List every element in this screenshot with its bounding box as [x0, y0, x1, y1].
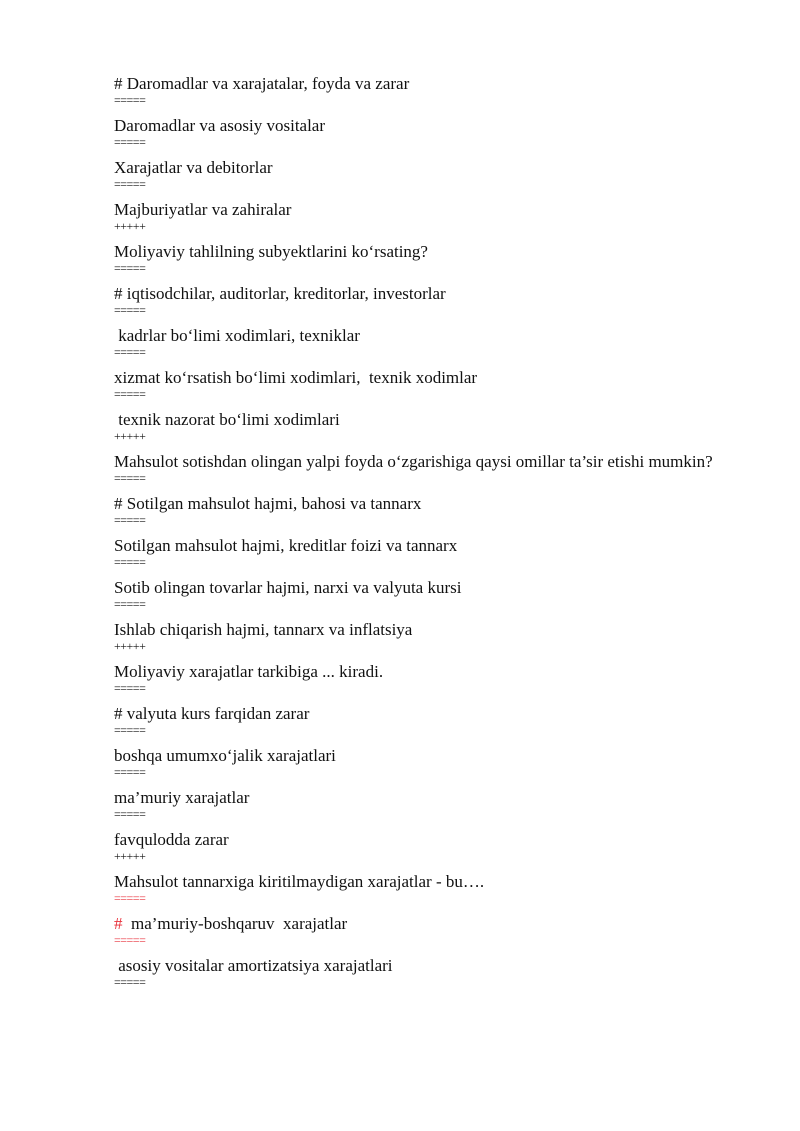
question-text: Moliyaviy xarajatlar tarkibiga ... kiradi.: [114, 662, 384, 681]
answer-option-correct: # iqtisodchilar, auditorlar, kreditorlar, investorlar: [114, 284, 446, 303]
answer-option: kadrlar boʻlimi xodimlari, texniklar: [114, 326, 360, 345]
question-text: Mahsulot sotishdan olingan yalpi foyda oʻzgarishiga qaysi omillar ta’sir etishi mumkin?: [114, 452, 713, 471]
option-separator: =====: [114, 555, 146, 569]
option-separator: =====: [114, 681, 146, 695]
option-separator: =====: [114, 303, 146, 317]
question-separator: +++++: [114, 219, 146, 233]
option-separator: =====: [114, 597, 146, 611]
option-separator: =====: [114, 93, 146, 107]
document-page: [114, 74, 714, 998]
answer-option: asosiy vositalar amortizatsiya xarajatlari: [114, 956, 393, 975]
answer-option: Sotib olingan tovarlar hajmi, narxi va valyuta kursi: [114, 578, 462, 597]
option-separator: =====: [114, 765, 146, 779]
option-separator-red: =====: [114, 933, 146, 947]
question-separator: +++++: [114, 849, 146, 863]
option-separator: =====: [114, 975, 146, 989]
answer-option-correct: # Daromadlar va xarajatalar, foyda va zarar: [114, 74, 410, 93]
option-separator: =====: [114, 261, 146, 275]
answer-option: texnik nazorat boʻlimi xodimlari: [114, 410, 340, 429]
option-separator: =====: [114, 345, 146, 359]
question-separator: +++++: [114, 429, 146, 443]
option-separator: =====: [114, 723, 146, 737]
answer-option: boshqa umumxoʻjalik xarajatlari: [114, 746, 336, 765]
answer-option: Xarajatlar va debitorlar: [114, 158, 273, 177]
question-text: Moliyaviy tahlilning subyektlarini koʻrsating?: [114, 242, 428, 261]
option-separator: =====: [114, 387, 146, 401]
answer-option-correct: # valyuta kurs farqidan zarar: [114, 704, 310, 723]
answer-option: xizmat koʻrsatish boʻlimi xodimlari, texnik xodimlar: [114, 368, 478, 387]
option-separator: =====: [114, 177, 146, 191]
option-separator-red: =====: [114, 891, 146, 905]
question-text: Mahsulot tannarxiga kiritilmaydigan xarajatlar - bu….: [114, 872, 485, 891]
answer-option-correct: [114, 914, 714, 934]
answer-option: favqulodda zarar: [114, 830, 229, 849]
answer-option-correct: # Sotilgan mahsulot hajmi, bahosi va tannarx: [114, 494, 422, 513]
answer-option: Majburiyatlar va zahiralar: [114, 200, 292, 219]
answer-option: Daromadlar va asosiy vositalar: [114, 116, 326, 135]
option-separator: =====: [114, 135, 146, 149]
answer-option: Sotilgan mahsulot hajmi, kreditlar foizi va tannarx: [114, 536, 458, 555]
answer-option: ma’muriy xarajatlar: [114, 788, 250, 807]
option-separator: =====: [114, 513, 146, 527]
answer-option-text: ma’muriy-boshqaruv xarajatlar: [122, 914, 348, 933]
option-separator: =====: [114, 807, 146, 821]
answer-option: Ishlab chiqarish hajmi, tannarx va inflatsiya: [114, 620, 413, 639]
option-separator: =====: [114, 471, 146, 485]
question-separator: +++++: [114, 639, 146, 653]
correct-marker: #: [114, 914, 123, 933]
